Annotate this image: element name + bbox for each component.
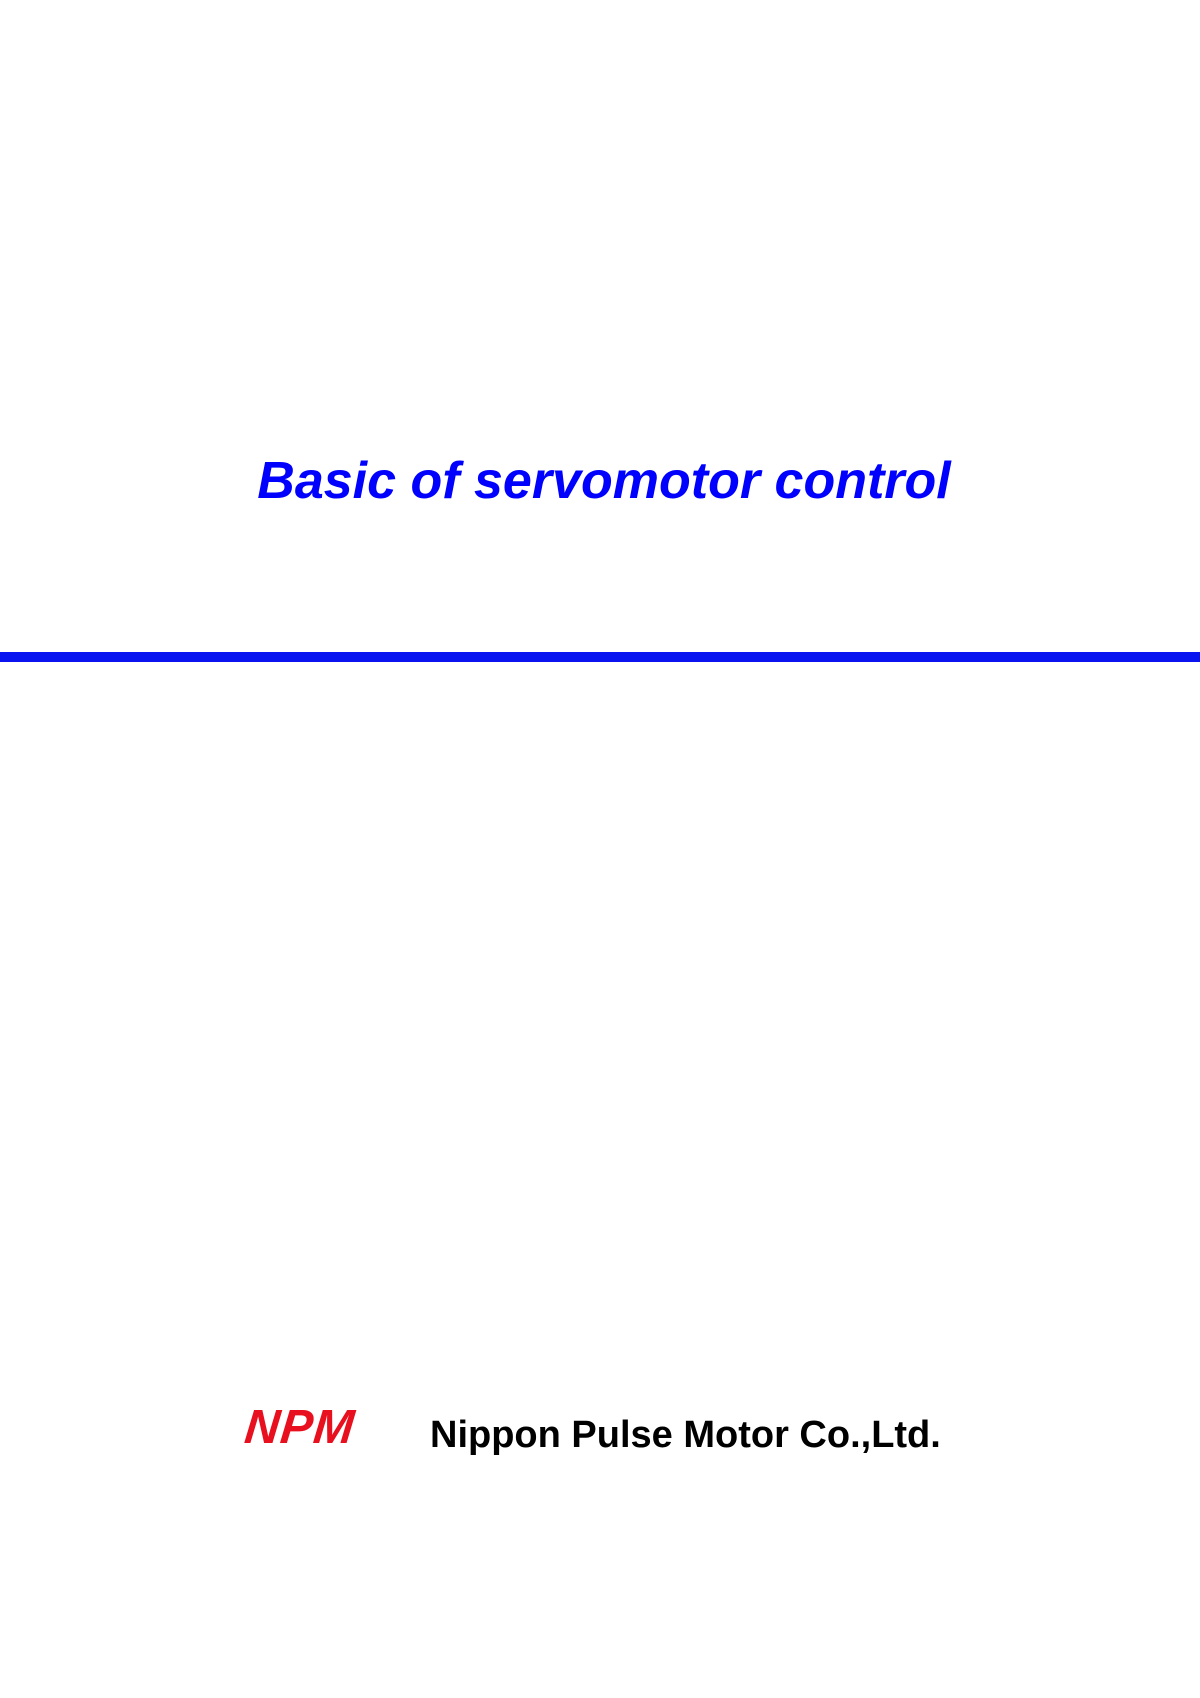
company-name: Nippon Pulse Motor Co.,Ltd. (430, 1414, 941, 1456)
company-logo: NPM (242, 1401, 358, 1454)
document-title: Basic of servomotor control (257, 452, 951, 510)
horizontal-rule (0, 652, 1200, 662)
company-footer (0, 1401, 1200, 1464)
